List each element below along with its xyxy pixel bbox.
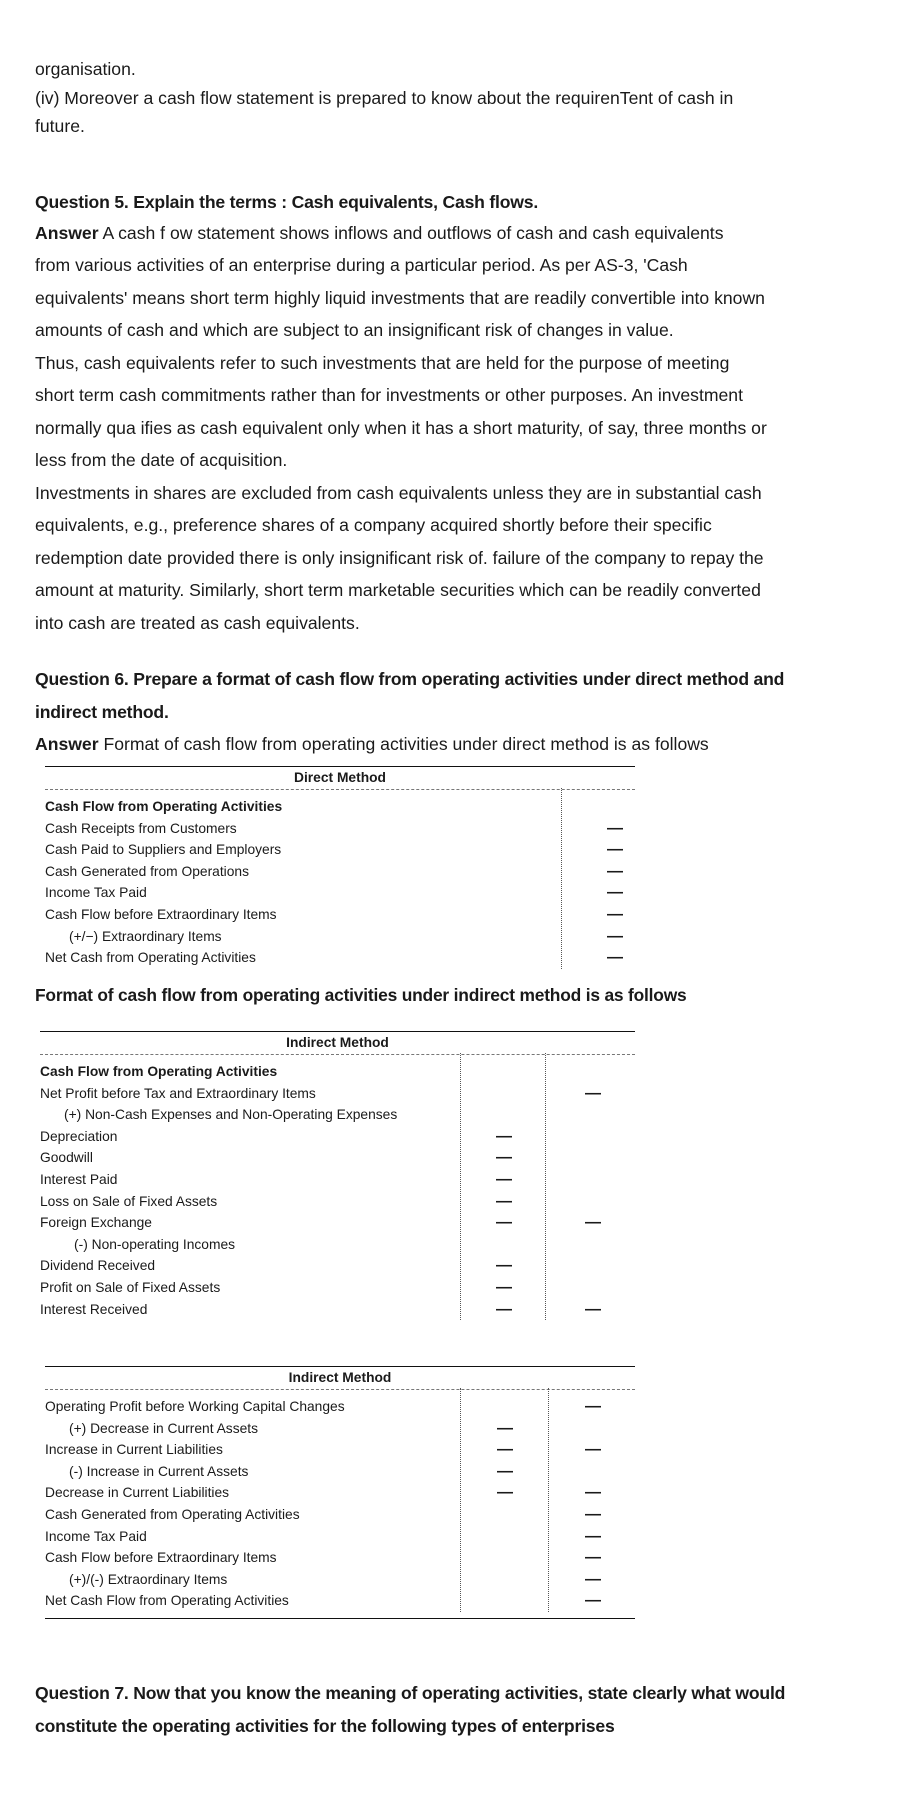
amount-dash: — xyxy=(496,1192,512,1210)
row-label: (-) Non-operating Incomes xyxy=(74,1236,236,1252)
table-row xyxy=(45,861,635,883)
table-body xyxy=(45,796,635,969)
question-5-answer-line-9: Investments in shares are excluded from cash equivalents unless they are in substantial cash xyxy=(35,482,762,503)
table-row xyxy=(45,1396,635,1418)
question-5-answer-line-5: Thus, cash equivalents refer to such investments that are held for the purpose of meeting xyxy=(35,352,730,373)
amount-dash: — xyxy=(585,1084,601,1102)
amount-dash: — xyxy=(585,1570,601,1588)
row-label: Cash Paid to Suppliers and Employers xyxy=(45,842,282,858)
table-row xyxy=(45,1439,635,1461)
question-7-heading-line-1: Question 7. Now that you know the meaning of operating activities, state clearly what would xyxy=(35,1683,786,1703)
question-5-answer-line-3: equivalents' means short term highly liquid investments that are readily convertible into known xyxy=(35,287,765,308)
table-row xyxy=(45,1547,635,1569)
row-label: Net Profit before Tax and Extraordinary Items xyxy=(40,1085,316,1101)
table-row xyxy=(45,1569,635,1591)
table-bottom-rule xyxy=(45,1618,635,1619)
row-label: (-) Increase in Current Assets xyxy=(69,1463,249,1479)
question-5-answer-line-7: normally qua ifies as cash equivalent only when it has a short maturity, of say, three months or xyxy=(35,417,767,438)
amount-dash: — xyxy=(496,1278,512,1296)
question-5-heading: Question 5. Explain the terms : Cash equivalents, Cash flows. xyxy=(35,192,539,212)
amount-dash: — xyxy=(607,841,623,859)
direct-method-table xyxy=(45,766,635,969)
table-row xyxy=(45,1590,635,1612)
amount-dash: — xyxy=(496,1149,512,1167)
amount-dash: — xyxy=(496,1300,512,1318)
answer-text: A cash f ow statement shows inflows and outflows of cash and cash equivalents xyxy=(98,222,724,243)
amount-dash: — xyxy=(497,1441,513,1459)
intro-line-1: organisation. xyxy=(35,59,136,79)
row-label: Decrease in Current Liabilities xyxy=(45,1485,230,1501)
row-label: Interest Received xyxy=(40,1301,148,1317)
table-header-rule xyxy=(45,789,635,790)
question-5-answer-line-4: amounts of cash and which are subject to an insignificant risk of changes in value. xyxy=(35,320,674,340)
amount-dash: — xyxy=(496,1257,512,1275)
column-divider xyxy=(460,1053,461,1320)
row-label: Operating Profit before Working Capital Changes xyxy=(45,1399,345,1414)
table-title: Direct Method xyxy=(294,770,386,785)
question-5-answer-line-1 xyxy=(35,217,865,250)
amount-dash: — xyxy=(607,862,623,880)
row-label: Cash Generated from Operations xyxy=(45,863,249,879)
amount-dash: — xyxy=(585,1214,601,1232)
table-title: Indirect Method xyxy=(286,1035,389,1050)
table-row xyxy=(45,1461,635,1483)
question-5-section xyxy=(35,186,865,639)
column-divider xyxy=(561,788,562,969)
question-7-section xyxy=(35,1677,865,1742)
row-label: Cash Generated from Operating Activities xyxy=(45,1506,300,1522)
amount-dash: — xyxy=(607,819,623,837)
row-label: Loss on Sale of Fixed Assets xyxy=(40,1193,218,1209)
question-5-answer-line-10: equivalents, e.g., preference shares of a company acquired shortly before their specific xyxy=(35,515,712,535)
indirect-method-table-2 xyxy=(45,1366,635,1619)
question-5-answer-line-8: less from the date of acquisition. xyxy=(35,450,288,470)
amount-dash: — xyxy=(497,1462,513,1480)
row-label: Goodwill xyxy=(40,1150,93,1166)
table-header-rule xyxy=(45,1389,635,1390)
row-label: Income Tax Paid xyxy=(45,1528,147,1544)
amount-dash: — xyxy=(585,1527,601,1545)
table-row xyxy=(45,1482,635,1504)
row-label: (+) Decrease in Current Assets xyxy=(69,1420,259,1436)
question-6-section xyxy=(35,663,865,761)
question-5-answer-line-6: short term cash commitments rather than for investments or other purposes. An investment xyxy=(35,385,743,405)
amount-dash: — xyxy=(496,1214,512,1232)
row-label: Profit on Sale of Fixed Assets xyxy=(40,1279,221,1295)
column-divider xyxy=(460,1388,461,1612)
answer-text: Format of cash flow from operating activities under direct method is as follows xyxy=(98,734,709,754)
amount-dash: — xyxy=(496,1127,512,1145)
amount-dash: — xyxy=(607,927,623,945)
answer-label: Answer xyxy=(35,222,99,243)
table-row xyxy=(45,818,635,840)
amount-dash: — xyxy=(585,1484,601,1502)
table-row xyxy=(45,947,635,969)
row-label: Net Cash from Operating Activities xyxy=(45,950,256,966)
row-label: Cash Receipts from Customers xyxy=(45,820,237,836)
table-row xyxy=(45,1526,635,1548)
row-label: Depreciation xyxy=(40,1128,118,1144)
row-label: Net Cash Flow from Operating Activities xyxy=(45,1593,289,1609)
amount-dash: — xyxy=(585,1441,601,1459)
question-5-answer-line-2: from various activities of an enterprise during a particular period. As per AS-3, 'Cash xyxy=(35,255,688,275)
amount-dash: — xyxy=(496,1170,512,1188)
row-label: Foreign Exchange xyxy=(40,1215,152,1231)
amount-dash: — xyxy=(585,1398,601,1415)
row-label: Increase in Current Liabilities xyxy=(45,1442,223,1458)
amount-dash: — xyxy=(607,905,623,923)
question-5-answer-line-12: amount at maturity. Similarly, short term marketable securities which can be readily converted xyxy=(35,580,761,600)
table-row xyxy=(45,1418,635,1440)
question-5-answer-line-13: into cash are treated as cash equivalents. xyxy=(35,612,360,633)
intro-line-3: future. xyxy=(35,116,85,136)
row-label: Dividend Received xyxy=(40,1258,156,1274)
row-label: (+/−) Extraordinary Items xyxy=(69,928,222,944)
table-body xyxy=(45,1396,635,1612)
row-label: Interest Paid xyxy=(40,1171,118,1187)
indirect-method-heading: Format of cash flow from operating activities under indirect method is as follows xyxy=(35,985,687,1005)
column-divider xyxy=(548,1388,549,1612)
table-row xyxy=(45,796,635,818)
answer-label: Answer xyxy=(35,734,99,754)
amount-dash: — xyxy=(585,1549,601,1567)
question-6-heading-line-2: indirect method. xyxy=(35,701,169,722)
column-divider xyxy=(545,1053,546,1320)
row-label: Cash Flow from Operating Activities xyxy=(40,1064,278,1079)
amount-dash: — xyxy=(585,1505,601,1523)
amount-dash: — xyxy=(497,1484,513,1502)
amount-dash: — xyxy=(607,949,623,967)
row-label: Income Tax Paid xyxy=(45,885,147,901)
question-6-answer xyxy=(35,728,865,761)
table-row xyxy=(45,904,635,926)
amount-dash: — xyxy=(585,1592,601,1610)
table-row xyxy=(45,926,635,948)
amount-dash: — xyxy=(607,884,623,902)
indirect-method-table-1 xyxy=(40,1031,635,1320)
row-label: Cash Flow before Extraordinary Items xyxy=(45,1550,277,1566)
question-5-answer-body xyxy=(35,249,865,639)
row-label: Cash Flow from Operating Activities xyxy=(45,799,283,814)
table-row xyxy=(45,1504,635,1526)
row-label: (+)/(-) Extraordinary Items xyxy=(69,1571,228,1587)
question-7-heading-line-2: constitute the operating activities for the following types of enterprises xyxy=(35,1715,615,1736)
row-label: (+) Non-Cash Expenses and Non-Operating Expenses xyxy=(64,1107,398,1123)
amount-dash: — xyxy=(497,1419,513,1437)
intro-line-2: (iv) Moreover a cash flow statement is prepared to know about the requirenTent of cash in xyxy=(35,87,734,108)
table-row xyxy=(45,839,635,861)
table-row xyxy=(45,882,635,904)
question-5-answer-line-11: redemption date provided there is only insignificant risk of. failure of the company to repay the xyxy=(35,547,764,568)
table-title: Indirect Method xyxy=(288,1370,392,1385)
row-label: Cash Flow before Extraordinary Items xyxy=(45,906,277,922)
question-6-heading-line-1: Question 6. Prepare a format of cash flow from operating activities under direct method and xyxy=(35,669,785,689)
amount-dash: — xyxy=(585,1300,601,1318)
